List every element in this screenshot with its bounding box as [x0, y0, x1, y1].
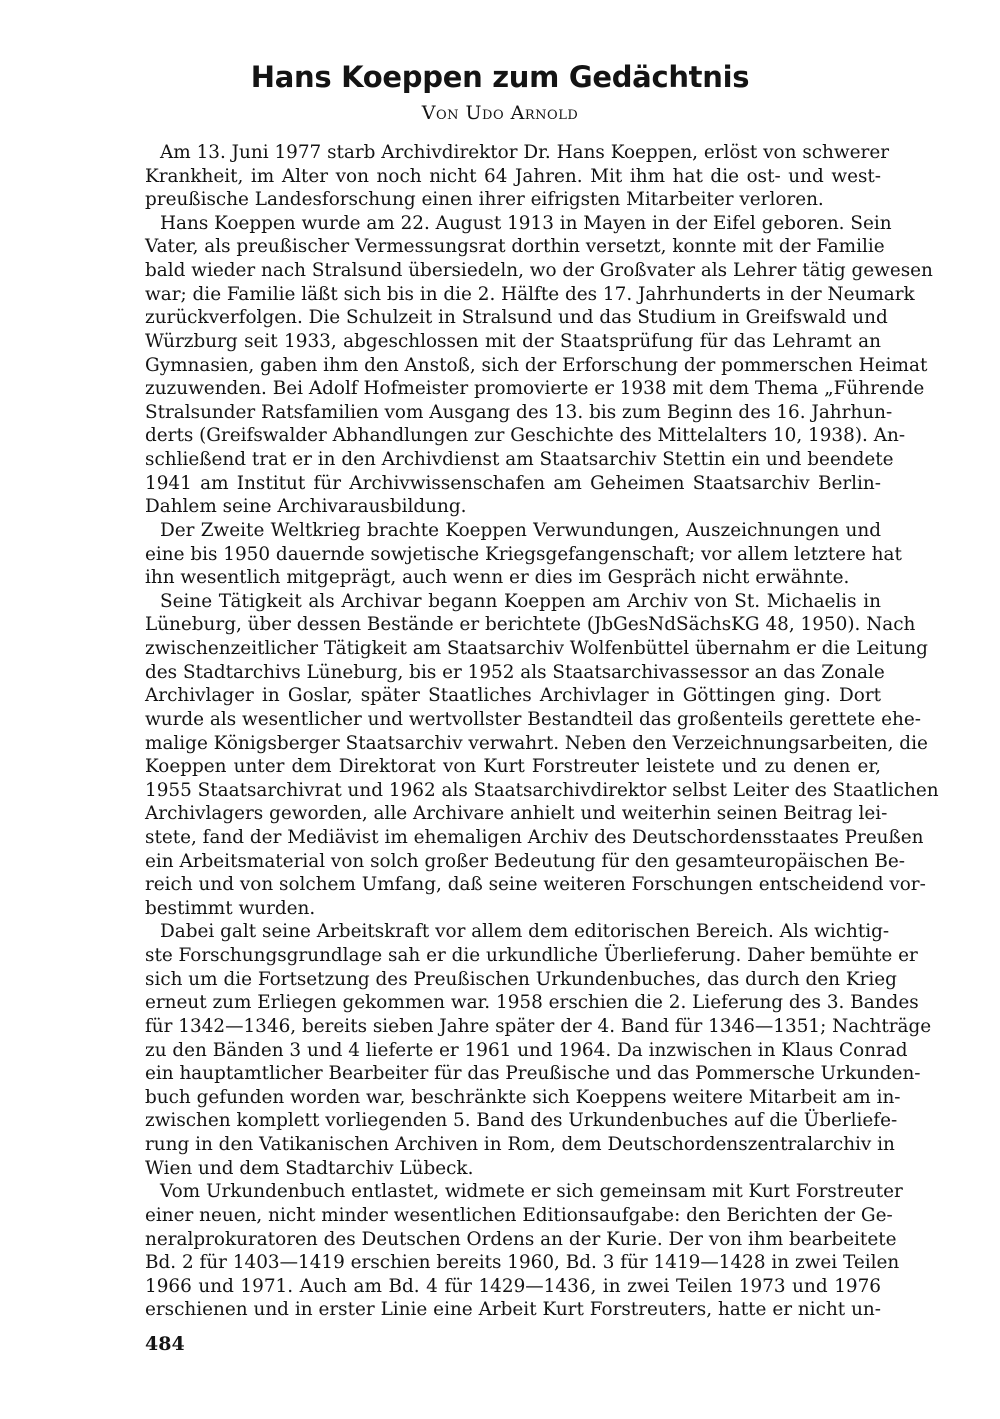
text-line: für 1342—1346, bereits sieben Jahre später der 4. Band für 1346—1351; Nachträge [145, 1015, 932, 1037]
text-line: bestimmt wurden. [145, 897, 316, 919]
text-line: 1966 und 1971. Auch am Bd. 4 für 1429—1436, in zwei Teilen 1973 und 1976 [145, 1275, 881, 1297]
text-line: Hans Koeppen wurde am 22. August 1913 in Mayen in der Eifel geboren. Sein [160, 212, 892, 234]
text-line: erneut zum Erliegen gekommen war. 1958 erschien die 2. Lieferung des 3. Bandes [145, 992, 919, 1014]
text-line: erschienen und in erster Linie eine Arbeit Kurt Forstreuters, hatte er nicht un- [145, 1299, 881, 1321]
text-line: buch gefunden worden war, beschränkte sich Koeppens weitere Mitarbeit am in- [145, 1086, 901, 1108]
text-line: Archivlagers geworden, alle Archivare anhielt und weiterhin seinen Beitrag lei- [145, 803, 888, 825]
text-line: Vater, als preußischer Vermessungsrat dorthin versetzt, konnte mit der Familie [145, 236, 885, 258]
text-line: Stralsunder Ratsfamilien vom Ausgang des 13. bis zum Beginn des 16. Jahrhun- [145, 401, 893, 423]
text-line: Gymnasien, gaben ihm den Anstoß, sich der Erforschung der pommerschen Heimat [145, 354, 928, 376]
text-line: zwischen komplett vorliegenden 5. Band des Urkundenbuches auf die Überliefe- [145, 1110, 898, 1132]
text-line: ein Arbeitsmaterial von solch großer Bedeutung für den gesamteuropäischen Be- [145, 850, 906, 872]
text-line: Krankheit, im Alter von noch nicht 64 Jahren. Mit ihm hat die ost- und west- [145, 165, 881, 187]
text-line: stete, fand der Mediävist im ehemaligen Archiv des Deutschordensstaates Preußen [145, 826, 924, 848]
article-title: Hans Koeppen zum Gedächtnis [250, 60, 750, 94]
text-line: zuzuwenden. Bei Adolf Hofmeister promovierte er 1938 mit dem Thema „Führende [145, 378, 925, 400]
text-line: zurückverfolgen. Die Schulzeit in Stralsund und das Studium in Greifswald und [145, 307, 888, 329]
text-line: war; die Familie läßt sich bis in die 2. Hälfte des 17. Jahrhunderts in der Neumark [145, 283, 915, 305]
text-line: sich um die Fortsetzung des Preußischen Urkundenbuches, das durch den Krieg [145, 968, 897, 990]
text-line: ein hauptamtlicher Bearbeiter für das Preußische und das Pommersche Urkunden- [145, 1063, 921, 1085]
text-line: Lüneburg, über dessen Bestände er berichtete (JbGesNdSächsKG 48, 1950). Nach [145, 614, 916, 636]
article-author: Von Udo Arnold [421, 102, 579, 124]
text-line: derts (Greifswalder Abhandlungen zur Geschichte des Mittelalters 10, 1938). An- [145, 425, 906, 447]
text-line: Dabei galt seine Arbeitskraft vor allem dem editorischen Bereich. Als wichtig- [160, 921, 890, 943]
text-line: 1941 am Institut für Archivwissenschafen am Geheimen Staatsarchiv Berlin- [145, 472, 881, 494]
text-line: ste Forschungsgrundlage sah er die urkundliche Überlieferung. Daher bemühte er [145, 945, 918, 967]
text-line: eine bis 1950 dauernde sowjetische Kriegsgefangenschaft; vor allem letztere hat [145, 543, 902, 565]
text-line: Archivlager in Goslar, später Staatliches Archivlager in Göttingen ging. Dort [145, 685, 881, 707]
text-line: ihn wesentlich mitgeprägt, auch wenn er dies im Gespräch nicht erwähnte. [145, 567, 850, 589]
text-line: zu den Bänden 3 und 4 lieferte er 1961 und 1964. Da inzwischen in Klaus Conrad [145, 1039, 908, 1061]
text-line: Am 13. Juni 1977 starb Archivdirektor Dr. Hans Koeppen, erlöst von schwerer [160, 142, 889, 163]
text-line: Der Zweite Weltkrieg brachte Koeppen Verwundungen, Auszeichnungen und [160, 519, 881, 541]
text-line: malige Königsberger Staatsarchiv verwahrt. Neben den Verzeichnungsarbeiten, die [145, 732, 928, 754]
text-line: Bd. 2 für 1403—1419 erschien bereits 1960, Bd. 3 für 1419—1428 in zwei Teilen [145, 1252, 900, 1274]
page-number: 484 [145, 1333, 185, 1355]
text-line: Dahlem seine Archivarausbildung. [145, 496, 467, 518]
text-line: reich und von solchem Umfang, daß seine weiteren Forschungen entscheidend vor- [145, 874, 926, 896]
text-line: preußische Landesforschung einen ihrer eifrigsten Mitarbeiter verloren. [145, 189, 824, 211]
text-line: zwischenzeitlicher Tätigkeit am Staatsarchiv Wolfenbüttel übernahm er die Leitung [145, 638, 928, 660]
text-line: 1955 Staatsarchivrat und 1962 als Staatsarchivdirektor selbst Leiter des Staatlichen [145, 779, 939, 801]
text-line: neralprokuratoren des Deutschen Ordens an der Kurie. Der von ihm bearbeitete [145, 1228, 897, 1250]
text-line: wurde als wesentlicher und wertvollster Bestandteil das großenteils gerettete ehe- [145, 708, 921, 730]
text-line: schließend trat er in den Archivdienst am Staatsarchiv Stettin ein und beendete [145, 449, 894, 471]
text-line: bald wieder nach Stralsund übersiedeln, wo der Großvater als Lehrer tätig gewesen [145, 260, 933, 282]
text-line: einer neuen, nicht minder wesentlichen Editionsaufgabe: den Berichten der Ge- [145, 1204, 893, 1226]
text-line: Vom Urkundenbuch entlastet, widmete er sich gemeinsam mit Kurt Forstreuter [160, 1181, 903, 1203]
text-line: Seine Tätigkeit als Archivar begann Koeppen am Archiv von St. Michaelis in [160, 590, 881, 612]
text-line: des Stadtarchivs Lüneburg, bis er 1952 als Staatsarchivassessor an das Zonale [145, 661, 885, 683]
text-line: Koeppen unter dem Direktorat von Kurt Forstreuter leistete und zu denen er, [145, 756, 881, 778]
text-line: Wien und dem Stadtarchiv Lübeck. [145, 1157, 474, 1179]
text-line: Würzburg seit 1933, abgeschlossen mit der Staatsprüfung für das Lehramt an [145, 330, 881, 352]
text-line: rung in den Vatikanischen Archiven in Rom, dem Deutschordenszentralarchiv in [145, 1134, 895, 1156]
